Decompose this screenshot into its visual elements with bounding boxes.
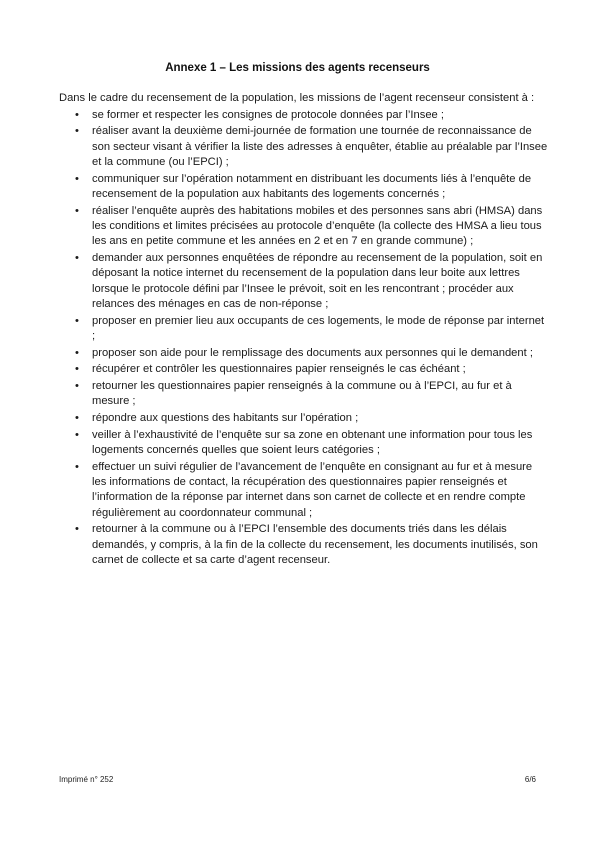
bullet-icon: •	[75, 314, 79, 327]
form-number: Imprimé n° 252	[59, 775, 114, 784]
mission-text: répondre aux questions des habitants sur l’opération ;	[92, 412, 359, 424]
document-body	[59, 91, 549, 569]
page-title: Annexe 1 – Les missions des agents recenseurs	[165, 62, 430, 74]
mission-item	[59, 362, 549, 377]
bullet-icon: •	[75, 346, 79, 359]
bullet-icon: •	[75, 252, 79, 264]
mission-item	[59, 172, 549, 203]
mission-item	[59, 379, 549, 410]
bullet-icon: •	[75, 125, 79, 138]
bullet-icon: •	[75, 428, 79, 441]
mission-item	[59, 314, 549, 345]
mission-item	[59, 411, 549, 426]
missions-list	[59, 108, 549, 569]
bullet-icon: •	[75, 172, 79, 185]
bullet-icon: •	[75, 460, 79, 473]
intro-paragraph: Dans le cadre du recensement de la population, les missions de l’agent recenseur consistent à :	[59, 92, 535, 104]
mission-item	[59, 460, 549, 522]
mission-text: retourner à la commune ou à l’EPCI l’ensemble des documents triés dans les délais demandés, y compris, à la fin de la collecte du recensement, les documents inutilisés, son carnet de collecte et sa carte d’agent recenseur.	[92, 523, 538, 567]
mission-item	[59, 204, 549, 250]
mission-text: retourner les questionnaires papier renseignés à la commune ou à l’EPCI, au fur et à mesure ;	[92, 380, 512, 408]
mission-text: demander aux personnes enquêtées de répondre au recensement de la population, soit en déposant la notice internet du recensement de la population dans leur boite aux lettres lorsque le protocole défini par l’Insee le prévoit, soit en les rencontrant ; procéder aux relances des ménages en cas de non-réponse ;	[92, 252, 543, 311]
bullet-icon: •	[75, 363, 79, 376]
mission-text: réaliser avant la deuxième demi-journée de formation une tournée de reconnaissance de son secteur visant à vérifier la liste des adresses à enquêter, établie au préalable par l’Insee et la commune (ou l’EPCI) ;	[92, 125, 548, 168]
mission-text: proposer son aide pour le remplissage des documents aux personnes qui le demandent ;	[92, 346, 533, 359]
page-number: 6/6	[524, 775, 536, 784]
mission-text: se former et respecter les consignes de protocole données par l’Insee ;	[92, 108, 444, 121]
mission-item	[59, 108, 549, 123]
bullet-icon: •	[75, 108, 79, 121]
mission-text: communiquer sur l’opération notamment en distribuant les documents liés à l’enquête de recensement de la population aux habitants des logements concernés ;	[92, 172, 532, 200]
mission-text: proposer en premier lieu aux occupants de ces logements, le mode de réponse par internet ;	[92, 314, 545, 343]
mission-text: veiller à l’exhaustivité de l’enquête sur sa zone en obtenant une information pour tous les logements concernés quelles que soient leurs catégories ;	[92, 428, 533, 456]
mission-text: réaliser l’enquête auprès des habitations mobiles et des personnes sans abri (HMSA) dans les conditions et limites précisées au protocole d’enquête (la collecte des HMSA a lieu tous les ans en petite commune et les années en 2 et en 7 en grande commune) ;	[92, 204, 543, 248]
mission-text: effectuer un suivi régulier de l’avancement de l’enquête en consignant au fur et à mesure les informations de contact, la récupération des questionnaires papier renseignés et l’information de la réponse par internet dans son carnet de collecte et en rendre compte régulièrement au coordonnateur communal ;	[92, 460, 533, 519]
mission-item	[59, 346, 549, 361]
mission-item	[59, 428, 549, 459]
mission-item	[59, 124, 549, 170]
bullet-icon: •	[75, 204, 79, 217]
mission-item	[59, 522, 549, 568]
mission-item	[59, 251, 549, 313]
mission-text: récupérer et contrôler les questionnaires papier renseignés le cas échéant ;	[92, 363, 466, 376]
bullet-icon: •	[75, 380, 79, 392]
bullet-icon: •	[75, 523, 79, 536]
bullet-icon: •	[75, 412, 79, 424]
